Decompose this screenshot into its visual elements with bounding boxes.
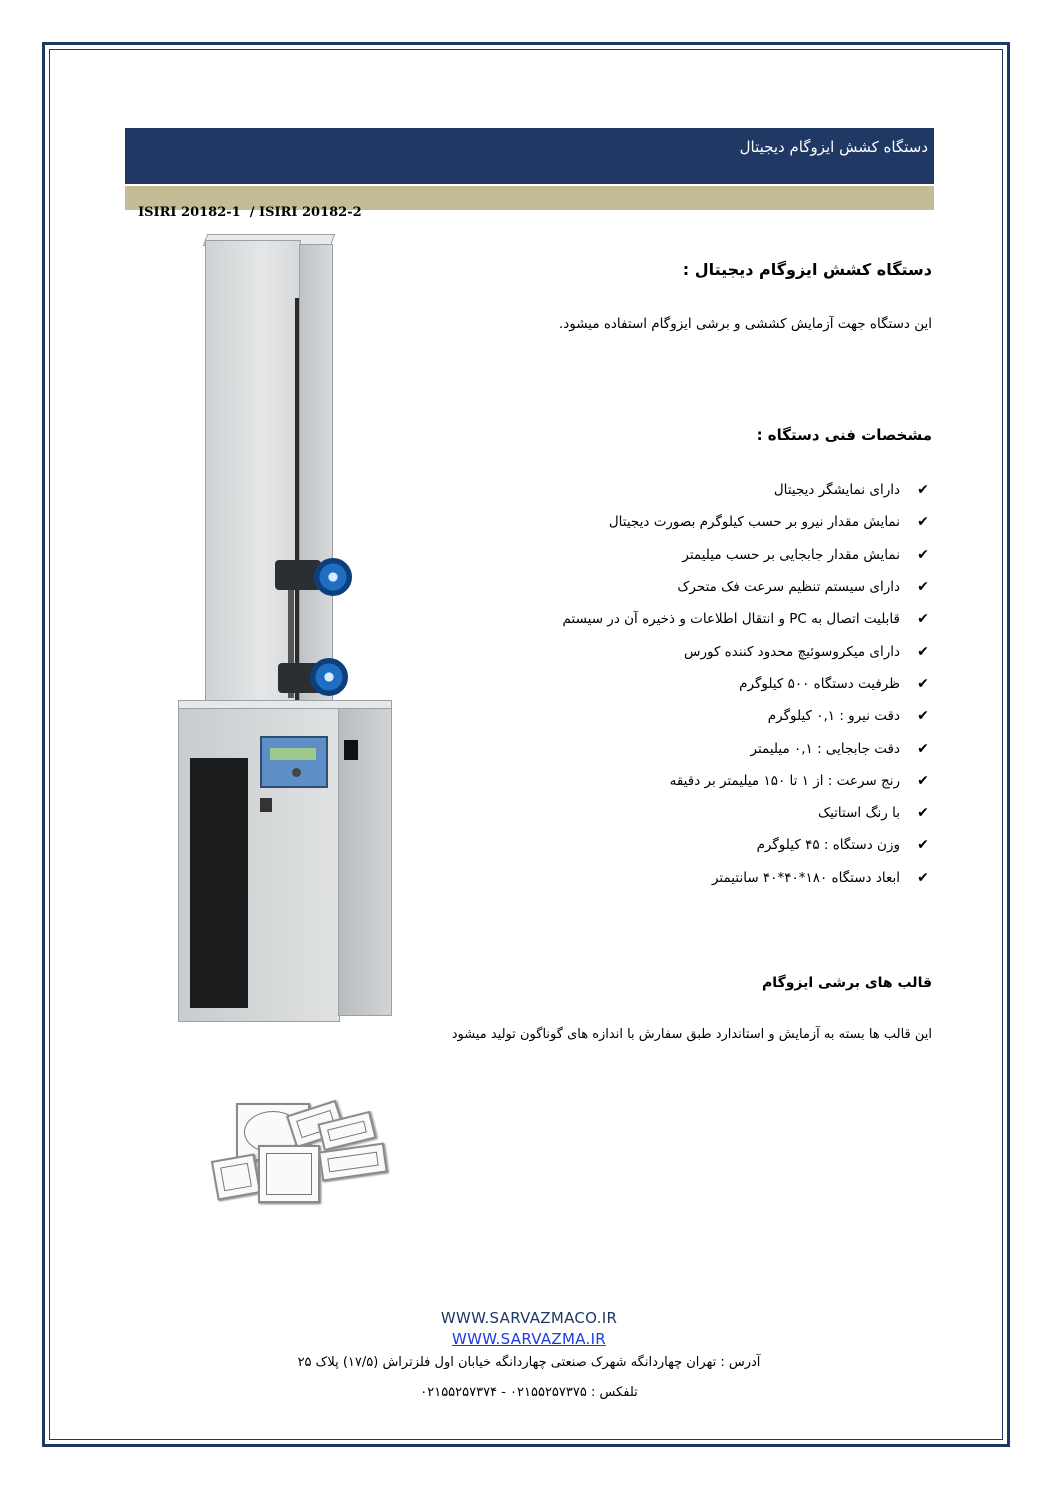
die-square	[258, 1145, 320, 1203]
column-front	[205, 240, 301, 712]
column-slot	[295, 298, 299, 708]
list-item-text: ابعاد دستگاه ۱۸۰*۴۰*۴۰ سانتیمتر	[711, 869, 900, 886]
die-inner	[220, 1163, 252, 1191]
list-item	[563, 732, 932, 764]
list-item-text: نمایش مقدار جابجایی بر حسب میلیمتر	[682, 546, 900, 563]
die-inner	[327, 1121, 367, 1142]
column-side	[299, 244, 333, 712]
website-2-link[interactable]: WWW.SARVAZMA.IR	[451, 1330, 607, 1348]
list-item-text: دارای سیستم تنظیم سرعت فک متحرک	[677, 579, 900, 596]
check-icon: ✔	[917, 740, 929, 757]
usb-port-icon	[260, 798, 272, 812]
check-icon: ✔	[917, 708, 929, 725]
intro-heading: دستگاه کشش ایزوگام دیجیتال :	[682, 260, 932, 279]
standards-bar	[125, 186, 934, 220]
lower-wheel-icon	[310, 658, 348, 696]
list-item	[563, 603, 932, 635]
specs-heading: مشخصات فنی دستگاه :	[756, 426, 932, 444]
list-item	[563, 829, 932, 861]
list-item	[563, 539, 932, 571]
list-item-text: دقت نیرو : ۰,۱ کیلوگرم	[767, 708, 900, 725]
intro-text: این دستگاه جهت آزمایش کششی و برشی ایزوگام استفاده میشود.	[558, 316, 932, 332]
die-inner	[266, 1153, 312, 1195]
check-icon: ✔	[917, 546, 929, 563]
check-icon: ✔	[917, 611, 929, 628]
list-item	[563, 700, 932, 732]
display-screen	[270, 748, 316, 760]
list-item	[563, 506, 932, 538]
check-icon: ✔	[917, 869, 929, 886]
list-item-text: دقت جابجایی : ۰,۱ میلیمتر	[750, 740, 900, 757]
list-item-text: با رنگ استاتیک	[818, 805, 900, 822]
list-item-text: نمایش مقدار نیرو بر حسب کیلوگرم بصورت دیجیتال	[608, 514, 900, 531]
knob-icon	[292, 768, 301, 777]
die-inner	[327, 1152, 378, 1173]
dies-text: این قالب ها بسته به آزمایش و استاندارد طبق سفارش با اندازه های گوناگون تولید میشود	[451, 1027, 932, 1042]
list-item	[563, 571, 932, 603]
address-text: آدرس : تهران چهاردانگه شهرک صنعتی چهاردانگه خیابان اول فلزتراش (۱۷/۵) پلاک ۲۵	[297, 1355, 761, 1370]
check-icon: ✔	[917, 675, 929, 692]
check-icon: ✔	[917, 805, 929, 822]
list-item-text: دارای میکروسوئیچ محدود کننده کورس	[683, 643, 900, 660]
digital-display	[260, 736, 328, 788]
standards-label: ISIRI 20182-1 / ISIRI 20182-2	[138, 205, 362, 220]
upper-wheel-icon	[314, 558, 352, 596]
title-bar	[125, 128, 934, 184]
check-icon: ✔	[917, 482, 929, 499]
dies-heading: قالب های برشی ایزوگام	[762, 975, 932, 991]
list-item-text: قابلیت اتصال به PC و انتقال اطلاعات و ذخیره آن در سیستم	[562, 611, 900, 628]
list-item	[563, 668, 932, 700]
website-1: WWW.SARVAZMACO.IR	[440, 1309, 618, 1327]
power-switch	[344, 740, 358, 760]
list-item-text: ظرفیت دستگاه ۵۰۰ کیلوگرم	[739, 675, 900, 692]
check-icon: ✔	[917, 579, 929, 596]
base-dark-panel	[190, 758, 248, 1008]
list-item-text: رنج سرعت : از ۱ تا ۱۵۰ میلیمتر بر دقیقه	[669, 772, 900, 789]
list-item	[563, 635, 932, 667]
specs-list	[563, 474, 932, 894]
phone-text: تلفکس : ۰۲۱۵۵۲۵۷۳۷۵ - ۰۲۱۵۵۲۵۷۳۷۴	[420, 1385, 638, 1400]
list-item	[563, 862, 932, 894]
list-item-text: دارای نمایشگر دیجیتال	[773, 482, 900, 499]
list-item	[563, 765, 932, 797]
list-item	[563, 797, 932, 829]
list-item	[563, 474, 932, 506]
check-icon: ✔	[917, 643, 929, 660]
check-icon: ✔	[917, 514, 929, 531]
check-icon: ✔	[917, 837, 929, 854]
check-icon: ✔	[917, 772, 929, 789]
tensile-machine-image	[150, 238, 410, 1023]
cutting-dies-image	[210, 1093, 390, 1213]
die-left	[211, 1153, 261, 1200]
page-title: دستگاه کشش ایزوگام دیجیتال	[739, 138, 928, 156]
list-item-text: وزن دستگاه : ۴۵ کیلوگرم	[756, 837, 900, 854]
